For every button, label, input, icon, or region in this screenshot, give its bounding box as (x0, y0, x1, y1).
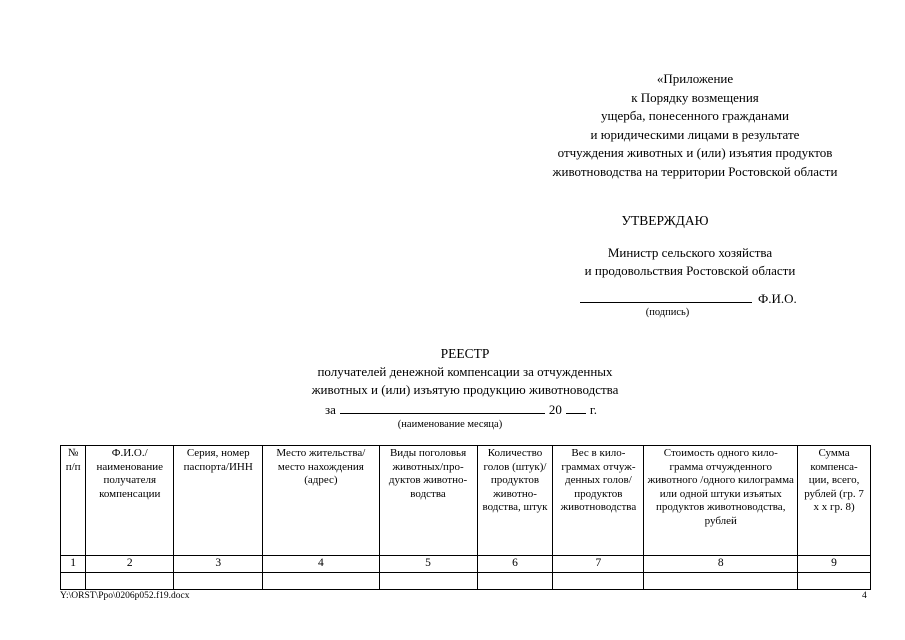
registry-subtitle-line: получателей денежной компенсации за отчужденных (317, 364, 613, 379)
header-cell: Место жительства/ место нахождения (адрес) (263, 446, 379, 556)
period-year: 20 (548, 402, 562, 417)
registry-title: РЕЕСТР (440, 346, 490, 361)
header-cell: Ф.И.О./ наименование получателя компенсации (86, 446, 174, 556)
column-number: 7 (553, 556, 644, 573)
table-cell (644, 573, 798, 590)
signature-blank (580, 290, 752, 303)
table-cell (798, 573, 871, 590)
appendix-line: к Порядку возмещения (631, 89, 759, 105)
appendix-line: и юридическими лицами в результате (590, 126, 800, 142)
column-number: 2 (86, 556, 174, 573)
year-blank (566, 401, 586, 414)
period-line (325, 401, 597, 418)
period-suffix: г. (589, 402, 598, 417)
column-number: 6 (477, 556, 553, 573)
period-prefix: за (325, 402, 336, 417)
period-caption: (наименование месяца) (397, 419, 503, 430)
minister-line: и продовольствия Ростовской области (584, 263, 796, 278)
header-cell: Виды поголовья животных/про- дуктов животно- водства (379, 446, 477, 556)
appendix-line: «Приложение (656, 71, 734, 86)
header-cell: № п/п (61, 446, 86, 556)
month-blank (340, 401, 545, 414)
header-cell: Количество голов (штук)/ продуктов животно- водства, штук (477, 446, 553, 556)
signature-caption: (подпись) (645, 307, 690, 318)
column-number-row (61, 556, 871, 573)
table-row (61, 573, 871, 590)
minister-line: Министр сельского хозяйства (607, 245, 773, 260)
minister-title (520, 244, 860, 280)
table-cell (61, 573, 86, 590)
header-cell: Вес в кило- граммах отчуж- денных голов/ продуктов животноводства (553, 446, 644, 556)
header-cell: Серия, номер паспорта/ИНН (174, 446, 263, 556)
page-number: 4 (862, 591, 867, 601)
approval-heading: УТВЕРЖДАЮ (621, 213, 709, 228)
table-cell (553, 573, 644, 590)
signature-line (580, 290, 797, 307)
column-number: 8 (644, 556, 798, 573)
appendix-line: животноводства на территории Ростовской области (552, 163, 838, 179)
table-cell (477, 573, 553, 590)
registry-subtitle (250, 363, 680, 399)
table-cell (174, 573, 263, 590)
column-number: 3 (174, 556, 263, 573)
column-number: 5 (379, 556, 477, 573)
registry-table (60, 445, 871, 590)
registry-subtitle-line: животных и (или) изъятую продукцию животноводства (311, 382, 619, 397)
column-number: 4 (263, 556, 379, 573)
column-number: 9 (798, 556, 871, 573)
appendix-block (500, 70, 890, 181)
footer-file-path: Y:\ORST\Ppo\0206p052.f19.docx (60, 591, 190, 601)
column-number: 1 (61, 556, 86, 573)
appendix-line: отчуждения животных и (или) изъятия продуктов (557, 145, 833, 160)
table-cell (379, 573, 477, 590)
table-cell (263, 573, 379, 590)
appendix-line: ущерба, понесенного гражданами (601, 108, 789, 123)
table-cell (86, 573, 174, 590)
header-cell: Стоимость одного кило- грамма отчужденного животного /одного килограмма или одной штуки изъятых продуктов животноводства, рублей (644, 446, 798, 556)
signature-name: Ф.И.О. (758, 291, 797, 306)
header-cell: Сумма компенса- ции, всего, рублей (гр. 7 х х гр. 8) (798, 446, 871, 556)
table-header-row (61, 446, 871, 556)
